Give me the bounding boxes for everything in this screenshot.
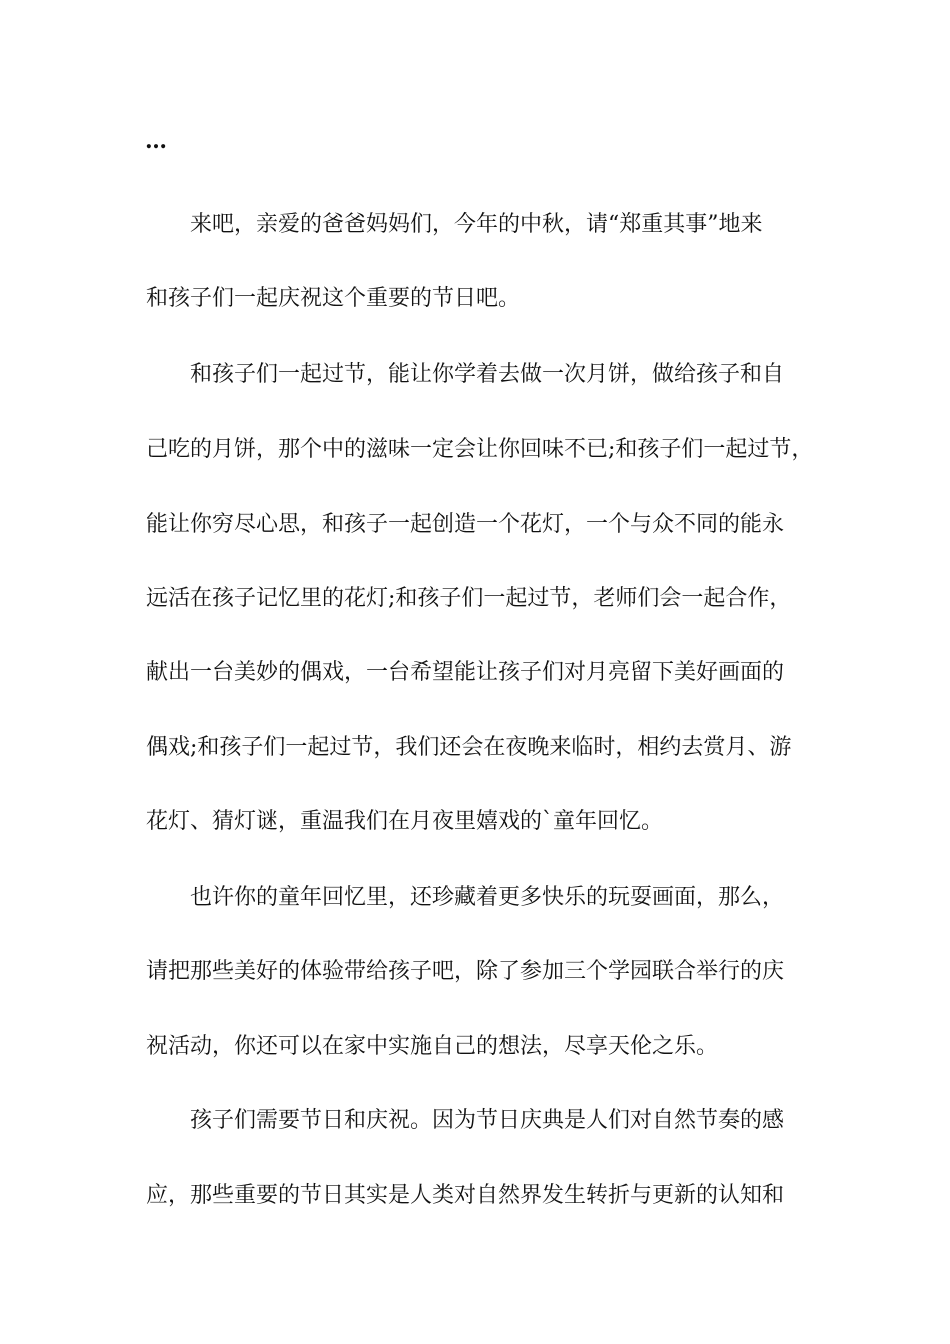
text-line: 和孩子们一起庆祝这个重要的节日吧。	[146, 286, 521, 311]
ellipsis-marker: …	[145, 128, 168, 154]
text-line: 己吃的月饼，那个中的滋味一定会让你回味不已;和孩子们一起过节，	[146, 437, 814, 462]
text-line: 请把那些美好的体验带给孩子吧，除了参加三个学园联合举行的庆	[146, 959, 785, 984]
text-line: 孩子们需要节日和庆祝。因为节日庆典是人们对自然节奏的感	[190, 1108, 785, 1133]
text-line: 远活在孩子记忆里的花灯;和孩子们一起过节，老师们会一起合作，	[146, 586, 792, 611]
text-line: 也许你的童年回忆里，还珍藏着更多快乐的玩耍画面，那么，	[190, 885, 785, 910]
text-line: 献出一台美妙的偶戏，一台希望能让孩子们对月亮留下美好画面的	[146, 660, 785, 685]
text-line: 祝活动，你还可以在家中实施自己的想法，尽享天伦之乐。	[146, 1034, 719, 1059]
text-line: 能让你穷尽心思，和孩子一起创造一个花灯，一个与众不同的能永	[146, 512, 785, 537]
text-line: 来吧，亲爱的爸爸妈妈们，今年的中秋，请“郑重其事”地来	[190, 212, 763, 237]
text-line: 花灯、猜灯谜，重温我们在月夜里嬉戏的`童年回忆。	[146, 809, 664, 834]
text-line: 和孩子们一起过节，能让你学着去做一次月饼，做给孩子和自	[190, 362, 785, 387]
text-line: 偶戏;和孩子们一起过节，我们还会在夜晚来临时，相约去赏月、游	[146, 735, 792, 760]
text-line: 应，那些重要的节日其实是人类对自然界发生转折与更新的认知和	[146, 1183, 785, 1208]
